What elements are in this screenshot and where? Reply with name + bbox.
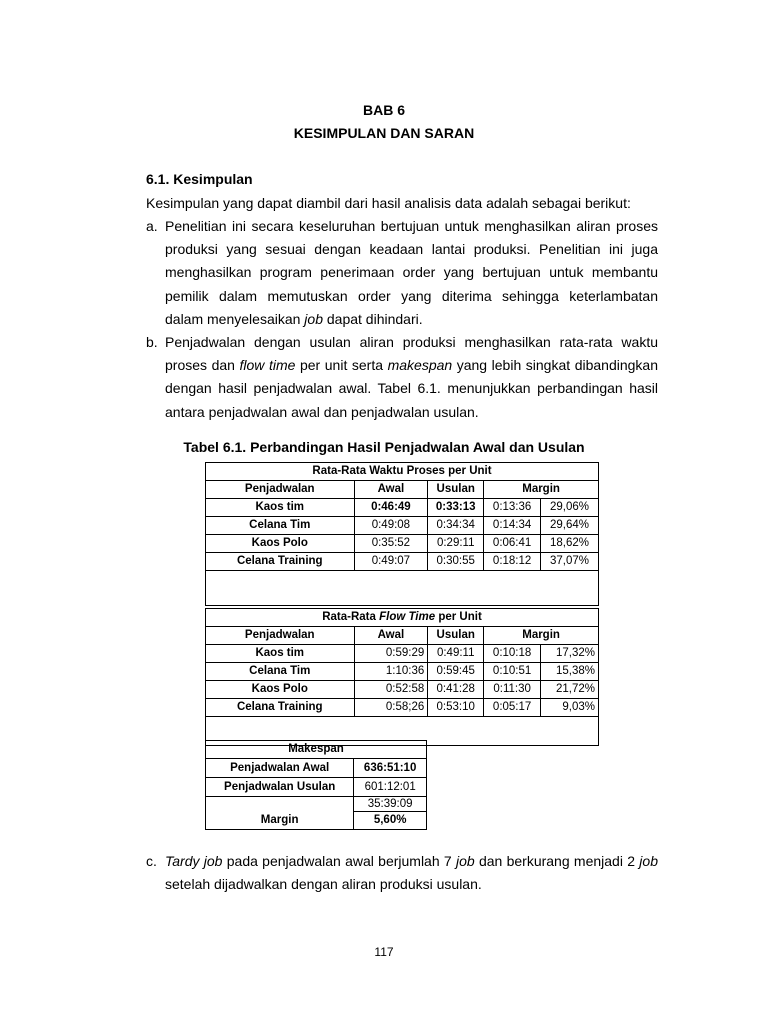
header-awal: Awal: [354, 627, 428, 645]
header-awal: Awal: [354, 481, 428, 499]
header-margin: Margin: [484, 481, 599, 499]
table-row: [206, 553, 599, 571]
text-line: setelah dijadwalkan dengan aliran produksi usulan.: [165, 876, 482, 893]
cell-percent: 9,03%: [541, 699, 599, 717]
text-run: dapat dihindari.: [322, 310, 423, 327]
cell-usulan: 0:59:45: [428, 663, 484, 681]
cell-awal: 0:49:07: [354, 553, 428, 571]
cell-percent: 21,72%: [541, 681, 599, 699]
text-line: Penelitian ini secara keseluruhan bertujuan untuk menghasilkan aliran proses: [165, 218, 658, 234]
cell-awal: 0:46:49: [354, 499, 428, 517]
text-line: [165, 354, 658, 377]
cell-percent: 29,06%: [541, 499, 599, 517]
cell-usulan: 0:29:11: [428, 535, 484, 553]
table-caption: Tabel 6.1. Perbandingan Hasil Penjadwalan Awal dan Usulan: [183, 439, 585, 455]
table-row: [206, 517, 599, 535]
cell-margin: 0:05:17: [484, 699, 541, 717]
cell-value: 636:51:10: [354, 759, 427, 778]
row-label: Margin: [206, 797, 354, 830]
table-title: [206, 609, 599, 627]
text-run-italic: job: [455, 853, 475, 869]
header-usulan: Usulan: [428, 481, 484, 499]
text-run: per Unit: [435, 611, 482, 623]
cell-usulan: 0:41:28: [428, 681, 484, 699]
table-title-row: [206, 609, 599, 627]
list-item-c: [146, 850, 658, 896]
cell-value: 601:12:01: [354, 778, 427, 797]
row-label: Kaos Polo: [206, 681, 355, 699]
row-label: Penjadwalan Usulan: [206, 778, 354, 797]
table-spacer-row: [206, 571, 599, 606]
table-title-row: [206, 741, 427, 759]
row-label: Celana Tim: [206, 663, 355, 681]
table-row: [206, 663, 599, 681]
text-run-italic: job: [304, 310, 323, 327]
table-row: [206, 778, 427, 797]
header-margin: Margin: [484, 627, 599, 645]
cell-usulan: 0:33:13: [428, 499, 484, 517]
cell-awal: 0:35:52: [354, 535, 428, 553]
cell-margin: 0:14:34: [484, 517, 541, 535]
cell-value: 35:39:09: [354, 797, 427, 812]
row-label: Celana Tim: [206, 517, 355, 535]
row-label: Kaos tim: [206, 499, 355, 517]
cell-awal: 0:52:58: [354, 681, 428, 699]
cell-percent: 37,07%: [541, 553, 599, 571]
cell-margin: 0:13:36: [484, 499, 541, 517]
cell-percent: 29,64%: [541, 517, 599, 535]
section-title: 6.1. Kesimpulan: [146, 171, 253, 187]
text-line: [165, 850, 658, 873]
chapter-title: KESIMPULAN DAN SARAN: [293, 125, 475, 141]
list-label: b.: [146, 334, 158, 350]
section-intro: Kesimpulan yang dapat diambil dari hasil analisis data adalah sebagai berikut:: [146, 195, 631, 211]
text-run: dan berkurang menjadi 2: [474, 853, 640, 869]
text-run: pada penjadwalan awal berjumlah 7: [222, 853, 456, 869]
text-line: [165, 308, 658, 331]
table-header-row: [206, 481, 599, 499]
cell-margin: 0:10:51: [484, 663, 541, 681]
text-run: per unit serta: [295, 357, 388, 374]
table-process-time: [205, 462, 599, 606]
table-title-row: [206, 463, 599, 481]
cell-margin: 0:11:30: [484, 681, 541, 699]
table-title: Rata-Rata Waktu Proses per Unit: [206, 463, 599, 481]
table-row: [206, 759, 427, 778]
text-line: menghasilkan program penerimaan order yang bertujuan untuk membantu: [165, 264, 658, 281]
header-penjadwalan: Penjadwalan: [206, 481, 355, 499]
text-run: dalam menyelesaikan: [165, 310, 305, 327]
row-label: Penjadwalan Awal: [206, 759, 354, 778]
text-run-italic: Tardy job: [165, 853, 223, 869]
cell-usulan: 0:34:34: [428, 517, 484, 535]
text-run: proses dan: [165, 357, 240, 374]
table-row: [206, 645, 599, 663]
table-row: [206, 681, 599, 699]
cell-percent: 15,38%: [541, 663, 599, 681]
text-run: Rata-Rata: [322, 611, 380, 623]
page-number: 117: [374, 945, 394, 959]
text-line: pemilik dalam memutuskan order yang diterima sehingga keterlambatan: [165, 287, 658, 304]
cell-margin: 0:06:41: [484, 535, 541, 553]
cell-awal: 0:58;26: [354, 699, 428, 717]
cell-usulan: 0:53:10: [428, 699, 484, 717]
text-run: yang lebih singkat dibandingkan: [452, 357, 658, 374]
cell-usulan: 0:49:11: [428, 645, 484, 663]
cell-margin: 0:10:18: [484, 645, 541, 663]
text-run-italic: makespan: [387, 357, 453, 374]
cell-percent: 18,62%: [541, 535, 599, 553]
text-line: Penjadwalan dengan usulan aliran produksi menghasilkan rata-rata waktu: [165, 334, 658, 350]
row-label: Celana Training: [206, 553, 355, 571]
list-item-a: [146, 215, 658, 331]
table-flow-time: [205, 608, 599, 746]
list-label: c.: [146, 853, 157, 869]
cell-usulan: 0:30:55: [428, 553, 484, 571]
list-label: a.: [146, 218, 158, 234]
row-label: Kaos Polo: [206, 535, 355, 553]
text-line: antara penjadwalan awal dan penjadwalan usulan.: [165, 403, 479, 420]
table-row: [206, 699, 599, 717]
table-row: [206, 535, 599, 553]
row-label: Kaos tim: [206, 645, 355, 663]
text-run-italic: flow time: [239, 357, 296, 374]
table-row: [206, 499, 599, 517]
cell-margin: 0:18:12: [484, 553, 541, 571]
header-usulan: Usulan: [428, 627, 484, 645]
cell-awal: 0:59:29: [354, 645, 428, 663]
text-run-italic: job: [639, 853, 658, 869]
table-header-row: [206, 627, 599, 645]
text-line: produksi yang sesuai dengan keadaan lantai produksi. Penelitian ini juga: [165, 241, 658, 258]
text-line: dengan hasil penjadwalan awal. Tabel 6.1. menunjukkan perbandingan hasil: [165, 380, 658, 397]
empty-cell: [206, 571, 599, 606]
row-label: Celana Training: [206, 699, 355, 717]
cell-awal: 1:10:36: [354, 663, 428, 681]
table-title: Makespan: [206, 741, 427, 759]
list-item-b: [146, 331, 658, 424]
table-row: [206, 797, 427, 812]
table-makespan: [205, 740, 427, 830]
chapter-label: BAB 6: [362, 102, 405, 118]
cell-value: 5,60%: [354, 812, 427, 830]
header-penjadwalan: Penjadwalan: [206, 627, 355, 645]
cell-awal: 0:49:08: [354, 517, 428, 535]
text-run-italic: Flow Time: [379, 611, 436, 623]
cell-percent: 17,32%: [541, 645, 599, 663]
